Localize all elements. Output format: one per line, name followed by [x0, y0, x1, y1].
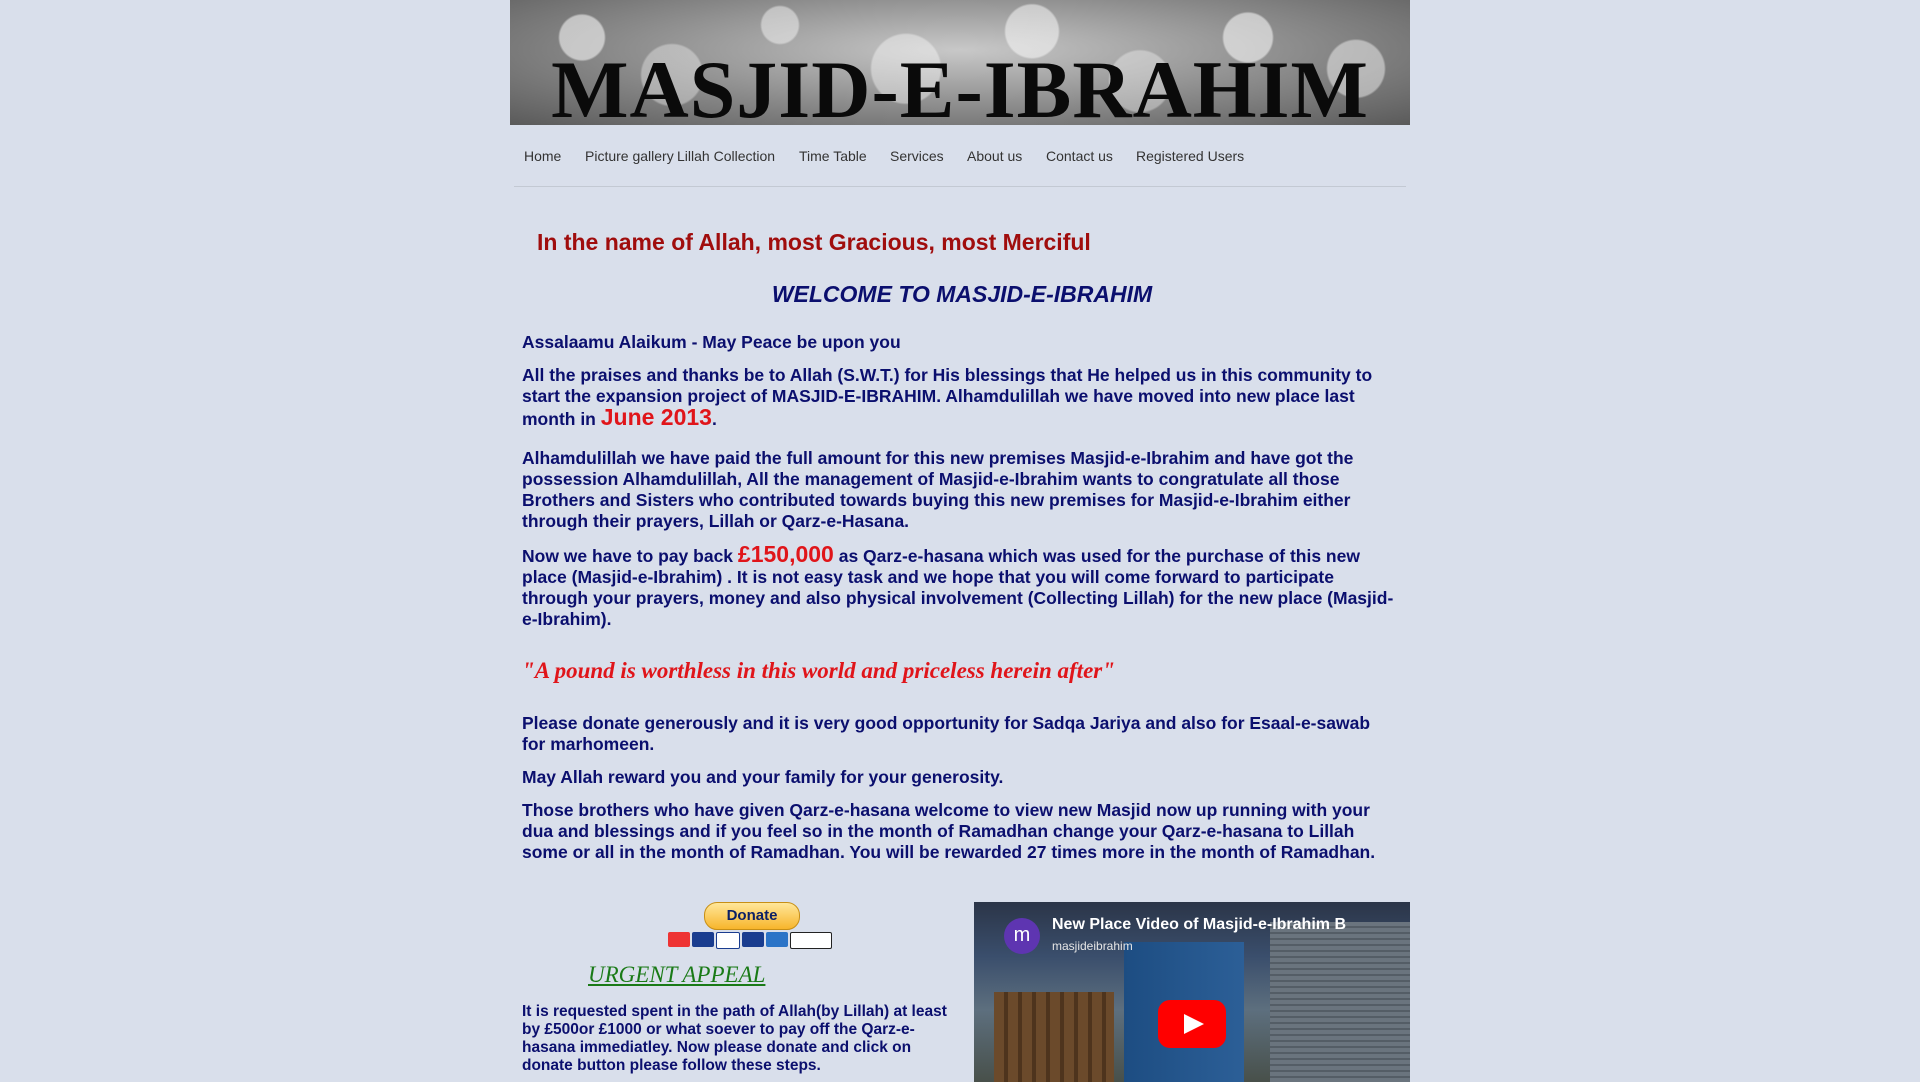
nav-contact-us[interactable]: Contact us [1046, 148, 1113, 164]
donate-button[interactable]: Donate [704, 902, 800, 930]
nav-registered-users[interactable]: Registered Users [1136, 148, 1245, 164]
video-thumbnail-fence [994, 992, 1114, 1082]
intro-end: . [711, 409, 717, 429]
video-channel-name[interactable]: masjideibrahim [1052, 939, 1133, 953]
nav-time-table[interactable]: Time Table [799, 148, 867, 164]
reward-paragraph: May Allah reward you and your family for your generosity. [522, 767, 1004, 787]
mastercard-icon [668, 932, 690, 947]
visa-electron-icon [742, 932, 764, 947]
bismillah-heading: In the name of Allah, most Gracious, most Merciful [537, 229, 1091, 255]
video-title[interactable]: New Place Video of Masjid-e-Ibrahim B [1052, 916, 1346, 933]
header-banner [510, 0, 1410, 125]
visa-icon [716, 932, 740, 949]
channel-avatar[interactable]: m [1004, 918, 1040, 954]
nav-about-us[interactable]: About us [967, 148, 1023, 164]
maestro-icon [692, 932, 714, 947]
video-thumbnail-shutter [1270, 922, 1410, 1082]
appeal-text: It is requested spent in the path of Allah(by Lillah) at least by £500or £1000 or what soever to pay off the Qarz-e-hasana immediatley. Now please donate and click on donate button please follow these steps. [522, 1003, 947, 1074]
payment-cards-icon [668, 932, 834, 948]
intro-paragraph [522, 365, 1397, 430]
payback-paragraph [522, 541, 1397, 630]
nav-services[interactable]: Services [890, 148, 944, 164]
intro-text: All the praises and thanks be to Allah (S.W.T.) for His blessings that He helped us in this community to start the expansion project of MASJID-E-IBRAHIM. Alhamdulillah we have moved into new place last month in [522, 365, 1373, 429]
site-title: MASJID-E-IBRAHIM [551, 44, 1369, 125]
main-nav [514, 134, 1406, 187]
youtube-video-embed[interactable] [974, 902, 1410, 1082]
payback-rest: as Qarz-e-hasana which was used for the purchase of this new place (Masjid-e-Ibrahim) . It is not easy task and we hope that you will come forward to participate through your prayers, money and also physical involvement (Collecting Lillah) for the new place (Masjid-e-Ibrahim). [522, 546, 1394, 629]
nav-home[interactable]: Home [524, 148, 562, 164]
ramadhan-paragraph: Those brothers who have given Qarz-e-hasana welcome to view new Masjid now up running with your dua and blessings and if you feel so in the month of Ramadhan change your Qarz-e-hasana to Lillah some or all in the month of Ramadhan. You will be rewarded 27 times more in the month of Ramadhan. [522, 800, 1376, 862]
nav-picture-gallery[interactable]: Picture gallery [585, 148, 674, 164]
move-date: June 2013 [600, 404, 712, 430]
play-button-icon[interactable] [1158, 1000, 1226, 1048]
amex-icon [766, 932, 788, 947]
premises-paragraph: Alhamdulillah we have paid the full amount for this new premises Masjid-e-Ibrahim and have got the possession Alhamdulillah, All the management of Masjid-e-Ibrahim wants to congratulate all those Brothers and Sisters who contributed towards buying this new premises for Masjid-e-Ibrahim either through their prayers, Lillah or Qarz-e-Hasana. [522, 448, 1354, 531]
welcome-heading: WELCOME TO MASJID-E-IBRAHIM [771, 281, 1153, 307]
direct-debit-icon [790, 932, 832, 949]
payback-amount: £150,000 [737, 541, 834, 567]
payback-start: Now we have to pay back [522, 546, 738, 566]
urgent-appeal-link[interactable]: URGENT APPEAL [588, 962, 766, 987]
page-container [510, 0, 1410, 1080]
donate-paragraph: Please donate generously and it is very good opportunity for Sadqa Jariya and also for Esaal-e-sawab for marhomeen. [522, 713, 1371, 754]
greeting-text: Assalaamu Alaikum - May Peace be upon you [522, 332, 901, 352]
quote-text: "A pound is worthless in this world and priceless herein after" [522, 658, 1115, 683]
nav-lillah-collection[interactable]: Lillah Collection [677, 148, 776, 164]
